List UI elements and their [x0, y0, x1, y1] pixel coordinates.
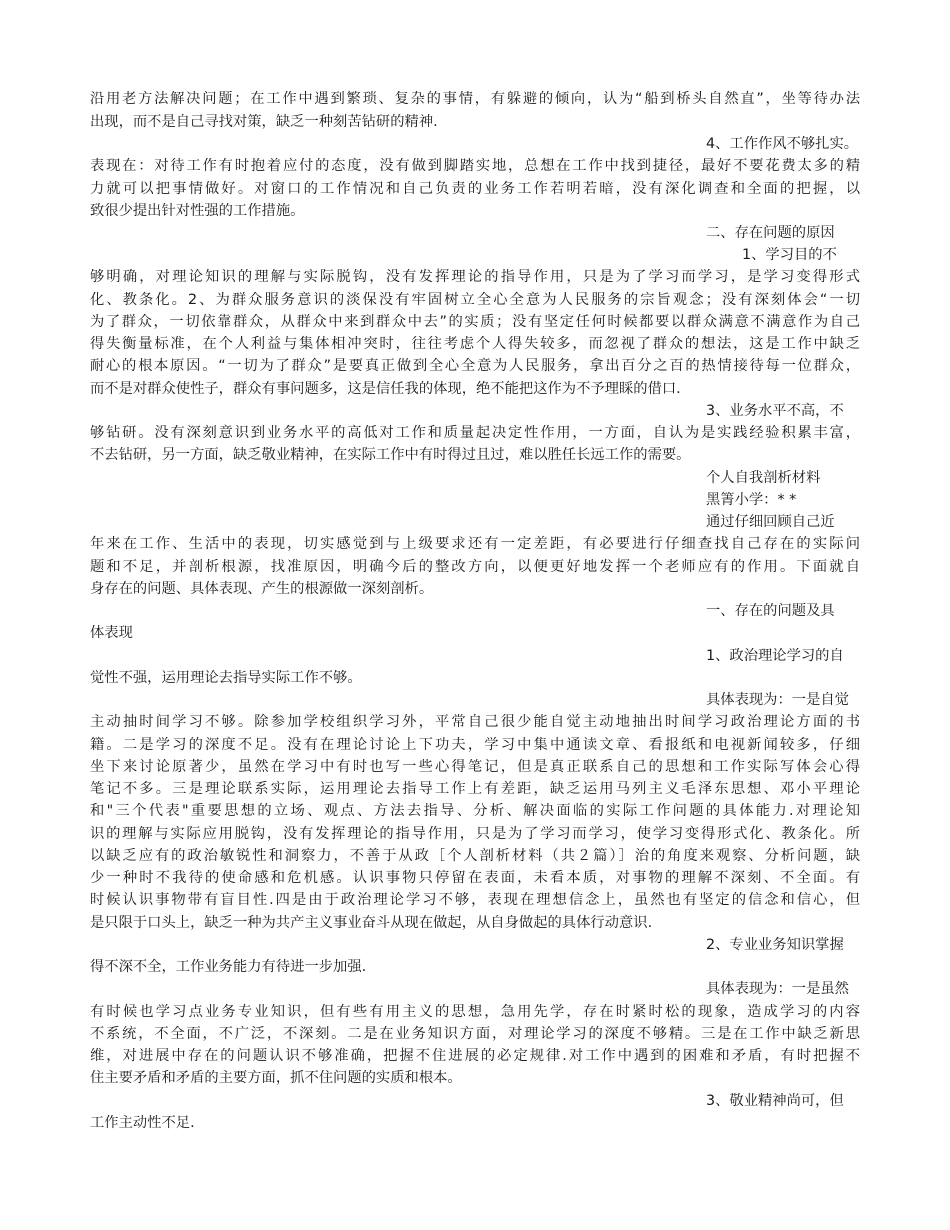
text-line: 不系统，不全面，不广泛，不深刻。二是在业务知识方面，对理论学习的深度不够精。三是在工作中缺乏新思	[90, 1026, 860, 1042]
text-line: 住主要矛盾和矛盾的主要方面，抓不住问题的实质和根本。	[90, 1070, 462, 1086]
text-line: 主动抽时间学习不够。除参加学校组织学习外，平常自己很少能自觉主动地抽出时间学习政治理论方面的书	[90, 714, 860, 730]
text-line: 识的理解与实际应用脱钩，没有发挥理论的指导作用，只是为了学习而学习，使学习变得形式化、教条化。所	[90, 826, 860, 842]
text-line: 以缺乏应有的政治敏锐性和洞察力，不善于从政［个人剖析材料（共２篇）］治的角度来观察、分析问题，缺	[90, 848, 860, 864]
text-line: 身存在的问题、具体表现、产生的根源做一深刻剖析。	[90, 581, 434, 597]
text-line: 耐心的根本原因。“一切为了群众”是要真正做到全心全意为人民服务，拿出百分之百的热情接待每一位群众，	[90, 358, 860, 374]
text-line: 工作主动性不足.	[90, 1115, 195, 1131]
text-line: 题和不足，并剖析根源，找准原因，明确今后的整改方向，以便更好地发挥一个老师应有的作用。下面就自	[90, 559, 860, 575]
text-line: 具体表现为：一是虽然	[706, 981, 849, 997]
text-line: 1、政治理论学习的自	[706, 648, 844, 664]
text-line: 坐下来讨论原著少，虽然在学习中有时也写一些心得笔记，但是真正联系自己的思想和工作实际写体会心得	[90, 759, 860, 775]
text-line: 笔记不多。三是理论联系实际，运用理论去指导工作上有差距，缺乏运用马列主义毛泽东思想、邓小平理论	[90, 781, 860, 797]
text-line: 一、存在的问题及具	[706, 603, 835, 619]
text-line: 沿用老方法解决问题；在工作中遇到繁琐、复杂的事情，有躲避的倾向，认为“船到桥头自然直”，坐等待办法	[90, 91, 860, 107]
text-line: 年来在工作、生活中的表现，切实感觉到与上级要求还有一定差距，有必要进行仔细查找自己存在的实际问	[90, 536, 860, 552]
text-line: 化、教条化。2、为群众服务意识的淡保没有牢固树立全心全意为人民服务的宗旨观念；没有深刻体会“一切	[90, 292, 860, 308]
text-line: 具体表现为：一是自觉	[706, 692, 849, 708]
text-line: 得失衡量标准，在个人利益与集体相冲突时，往往考虑个人得失较多，而忽视了群众的想法，这是工作中缺乏	[90, 336, 860, 352]
text-line: 维，对进展中存在的问题认识不够准确，把握不住进展的必定规律.对工作中遇到的困难和矛盾，有时把握不	[90, 1048, 860, 1064]
text-line: 黑箐小学：* *	[706, 492, 797, 508]
text-line: 通过仔细回顾自己近	[706, 514, 835, 530]
text-line: 个人自我剖析材料	[706, 470, 821, 486]
text-line: 力就可以把事情做好。对窗口的工作情况和自己负责的业务工作若明若暗，没有深化调查和全面的把握，以	[90, 181, 860, 197]
text-line: 觉性不强，运用理论去指导实际工作不够。	[90, 670, 362, 686]
text-line: 1、学习目的不	[742, 247, 837, 263]
text-line: 有时候也学习点业务专业知识，但有些有用主义的思想，急用先学，存在时紧时松的现象，造成学习的内容	[90, 1004, 860, 1020]
text-line: 3、业务水平不高，不	[706, 403, 844, 419]
text-line: 体表现	[90, 625, 133, 641]
text-line: 够钻研。没有深刻意识到业务水平的高低对工作和质量起决定性作用，一方面，自认为是实践经验积累丰富，	[90, 425, 860, 441]
text-line: 为了群众，一切依靠群众，从群众中来到群众中去”的实质；没有坚定任何时候都要以群众满意不满意作为自己	[90, 314, 860, 330]
text-line: 不去钻研，另一方面，缺乏敬业精神，在实际工作中有时得过且过，难以胜任长远工作的需要。	[90, 447, 691, 463]
text-line: 出现，而不是自己寻找对策，缺乏一种刻苦钻研的精神.	[90, 114, 438, 130]
text-line: 够明确，对理论知识的理解与实际脱钩，没有发挥理论的指导作用，只是为了学习而学习，是学习变得形式	[90, 269, 860, 285]
text-line: 和"三个代表"重要思想的立场、观点、方法去指导、分析、解决面临的实际工作问题的具体能力.对理论知	[90, 803, 860, 819]
text-line: 致很少提出针对性强的工作措施。	[90, 203, 305, 219]
text-line: 2、专业业务知识掌握	[706, 937, 844, 953]
text-line: 二、存在问题的原因	[706, 225, 835, 241]
text-line: 而不是对群众使性子，群众有事问题多，这是信任我的体现，绝不能把这作为不予理睬的借口.	[90, 381, 681, 397]
text-line: 少一种时不我待的使命感和危机感。认识事物只停留在表面，未看本质，对事物的理解不深刻、不全面。有	[90, 870, 860, 886]
text-line: 籍。二是学习的深度不足。没有在理论讨论上下功夫，学习中集中通读文章、看报纸和电视新闻较多，仔细	[90, 737, 860, 753]
text-line: 得不深不全，工作业务能力有待进一步加强.	[90, 959, 367, 975]
text-line: 3、敬业精神尚可，但	[706, 1093, 844, 1109]
text-line: 表现在：对待工作有时抱着应付的态度，没有做到脚踏实地，总想在工作中找到捷径，最好不要花费太多的精	[90, 158, 860, 174]
text-line: 时候认识事物带有盲目性.四是由于政治理论学习不够，表现在理想信念上，虽然也有坚定的信念和信心，但	[90, 892, 860, 908]
text-line: 是只限于口头上，缺乏一种为共产主义事业奋斗从现在做起，从自身做起的具体行动意识.	[90, 915, 653, 931]
text-line: 4、工作作风不够扎实。	[706, 136, 859, 152]
